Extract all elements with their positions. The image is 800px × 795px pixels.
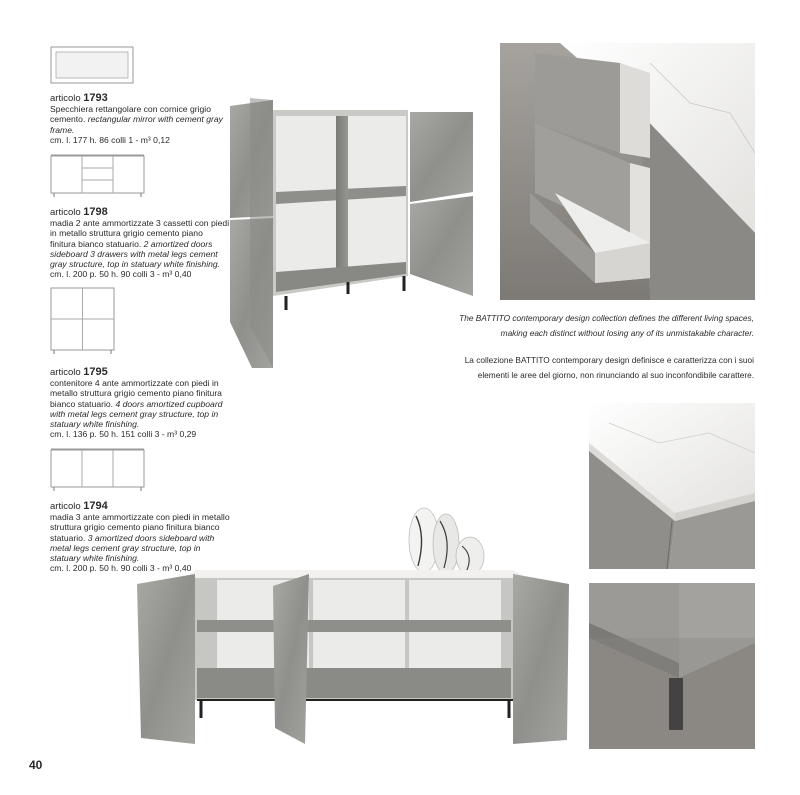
article-dims: cm. l. 177 h. 86 colli 1 - m³ 0,12 [50, 134, 170, 145]
article-desc-it: Specchiera rettangolare con cornice grigio cemento. [50, 104, 211, 125]
sideboard-3doors-thumbnail [50, 446, 146, 492]
article-desc-en: 2 amortized doors sideboard 3 drawers with metal legs cement gray structure, top in statuary white finishing. [50, 238, 221, 270]
article-prefix: articolo [50, 93, 81, 104]
article-1795-spec [50, 367, 230, 439]
article-desc-en: rectangular mirror with cement gray frame. [50, 114, 223, 135]
article-prefix: articolo [50, 501, 81, 512]
caption-it-line2: elementi le aree del giorno, non rinunciando al suo inconfondibile carattere. [477, 370, 754, 380]
top-corner-detail-photo [589, 403, 755, 569]
article-1793-spec [50, 93, 230, 145]
caption-english [434, 311, 754, 341]
leg-detail-photo [589, 583, 755, 749]
drawer-detail-photo [500, 43, 755, 300]
article-code: 1798 [83, 206, 108, 218]
article-1798-spec [50, 207, 230, 279]
caption-italian [434, 353, 754, 383]
article-1794-spec [50, 501, 230, 573]
article-dims: cm. l. 136 p. 50 h. 151 colli 3 - m³ 0,29 [50, 429, 197, 440]
article-dims: cm. l. 200 p. 50 h. 90 colli 3 - m³ 0,40 [50, 563, 192, 574]
article-desc-en: 3 amortized doors sideboard with metal legs cement gray structure, top in statuary white finishing. [50, 532, 215, 564]
cupboard-thumbnail [50, 287, 116, 355]
article-dims: cm. l. 200 p. 50 h. 90 colli 3 - m³ 0,40 [50, 269, 192, 280]
sideboard-photo [137, 568, 571, 746]
article-code: 1794 [83, 500, 108, 512]
article-prefix: articolo [50, 367, 81, 378]
article-code: 1793 [83, 92, 108, 104]
caption-en-line2: making each distinct without losing any of its unmistakable character. [500, 328, 754, 338]
article-desc-en: 4 doors amortized cupboard with metal legs cement gray structure, top in statuary white finishing. [50, 398, 223, 430]
caption-it-line1: La collezione BATTITO contemporary design definisce e caratterizza con i suoi [464, 355, 754, 365]
sideboard-drawers-thumbnail [50, 152, 146, 198]
mirror-thumbnail [50, 43, 136, 87]
article-desc-it: madia 3 ante ammortizzate con piedi in metallo struttura grigio cemento piano finitura bianco statuario. [50, 512, 230, 543]
caption-en-line1: The BATTITO contemporary design collection defines the different living spaces, [459, 313, 754, 323]
article-desc-it: madia 2 ante ammortizzate 3 cassetti con piedi in metallo struttura grigio cemento piano finitura bianco statuario. [50, 218, 230, 249]
article-code: 1795 [83, 366, 108, 378]
article-desc-it: contenitore 4 ante ammortizzate con piedi in metallo struttura grigio cemento piano finitura bianco statuario. [50, 378, 222, 409]
article-prefix: articolo [50, 207, 81, 218]
page-number: 40 [29, 758, 43, 772]
